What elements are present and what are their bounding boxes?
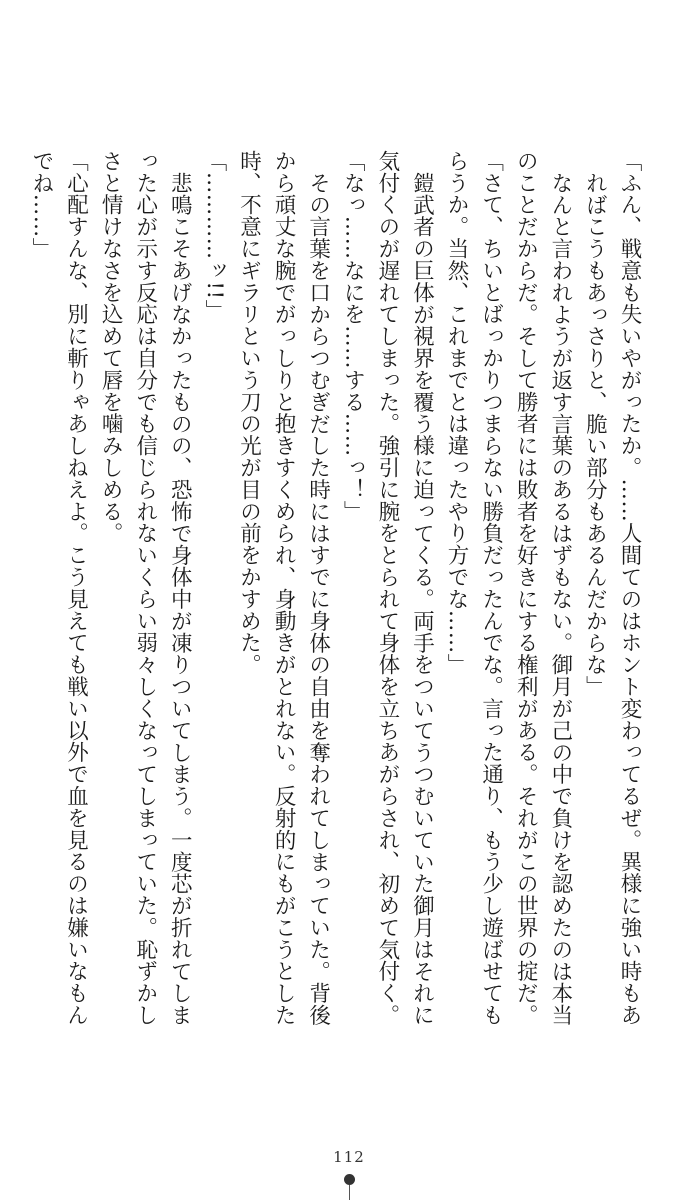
page-marker-dot-icon (344, 1174, 355, 1185)
text-line: 鎧武者の巨体が視界を覆う様に迫ってくる。両手をついてうつむいていた御月はそれに (409, 171, 435, 1026)
text-line: ればこうもあっさりと、脆い部分もあるんだからな」 (582, 171, 608, 698)
text-line: 時、不意にギラリという刀の光が目の前をかすめた。 (236, 150, 262, 676)
body-text-column-block (23, 150, 646, 1075)
page-number: 112 (333, 1148, 365, 1166)
text-line: 「心配すんな、別に斬りゃあしねえよ。こう見えても戦い以外で血を見るのは嫌いなもん (63, 150, 89, 1026)
text-line: 「なっ……なにを……する……っ！」 (340, 150, 366, 523)
text-line: 「ふん、戦意も失いやがったか。……人間てのはホント変わってるぜ。異様に強い時もあ (617, 150, 642, 1026)
text-line: から頑丈な腕でがっしりと抱きすくめられ、身動きがとれない。反射的にもがこうとした (271, 150, 297, 1026)
text-line: 気付くのが遅れてしまった。強引に腕をとられて身体を立ちあがらされ、初めて気付く。 (374, 150, 400, 1026)
text-line: 「…………ッ!!」 (201, 150, 227, 322)
text-line: らうか。当然、これまでとは違ったやり方でな……」 (444, 150, 470, 676)
text-line: った心が示す反応は自分でも信じられないくらい弱々しくなってしまっていた。恥ずかし (132, 150, 158, 1026)
text-line: さと情けなさを込めて唇を噛みしめる。 (98, 150, 124, 545)
text-line: 「さて、ちいとばっかりつまらない勝負だったんでな。言った通り、もう少し遊ばせても (478, 150, 504, 1026)
page-marker-stem (349, 1185, 350, 1200)
text-line: 悲鳴こそあげなかったものの、恐怖で身体中が凍りついてしまう。一度芯が折れてしま (167, 171, 193, 1026)
text-line: のことだからだ。そして勝者には敗者を好きにする権利がある。それがこの世界の掟だ。 (513, 150, 539, 1026)
text-line: なんと言われようが返す言葉のあるはずもない。御月が己の中で負けを認めたのは本当 (547, 171, 573, 1026)
text-line: その言葉を口からつむぎだした時にはすでに身体の自由を奪われてしまっていた。背後 (305, 171, 331, 1026)
text-line: でね……」 (28, 150, 54, 260)
